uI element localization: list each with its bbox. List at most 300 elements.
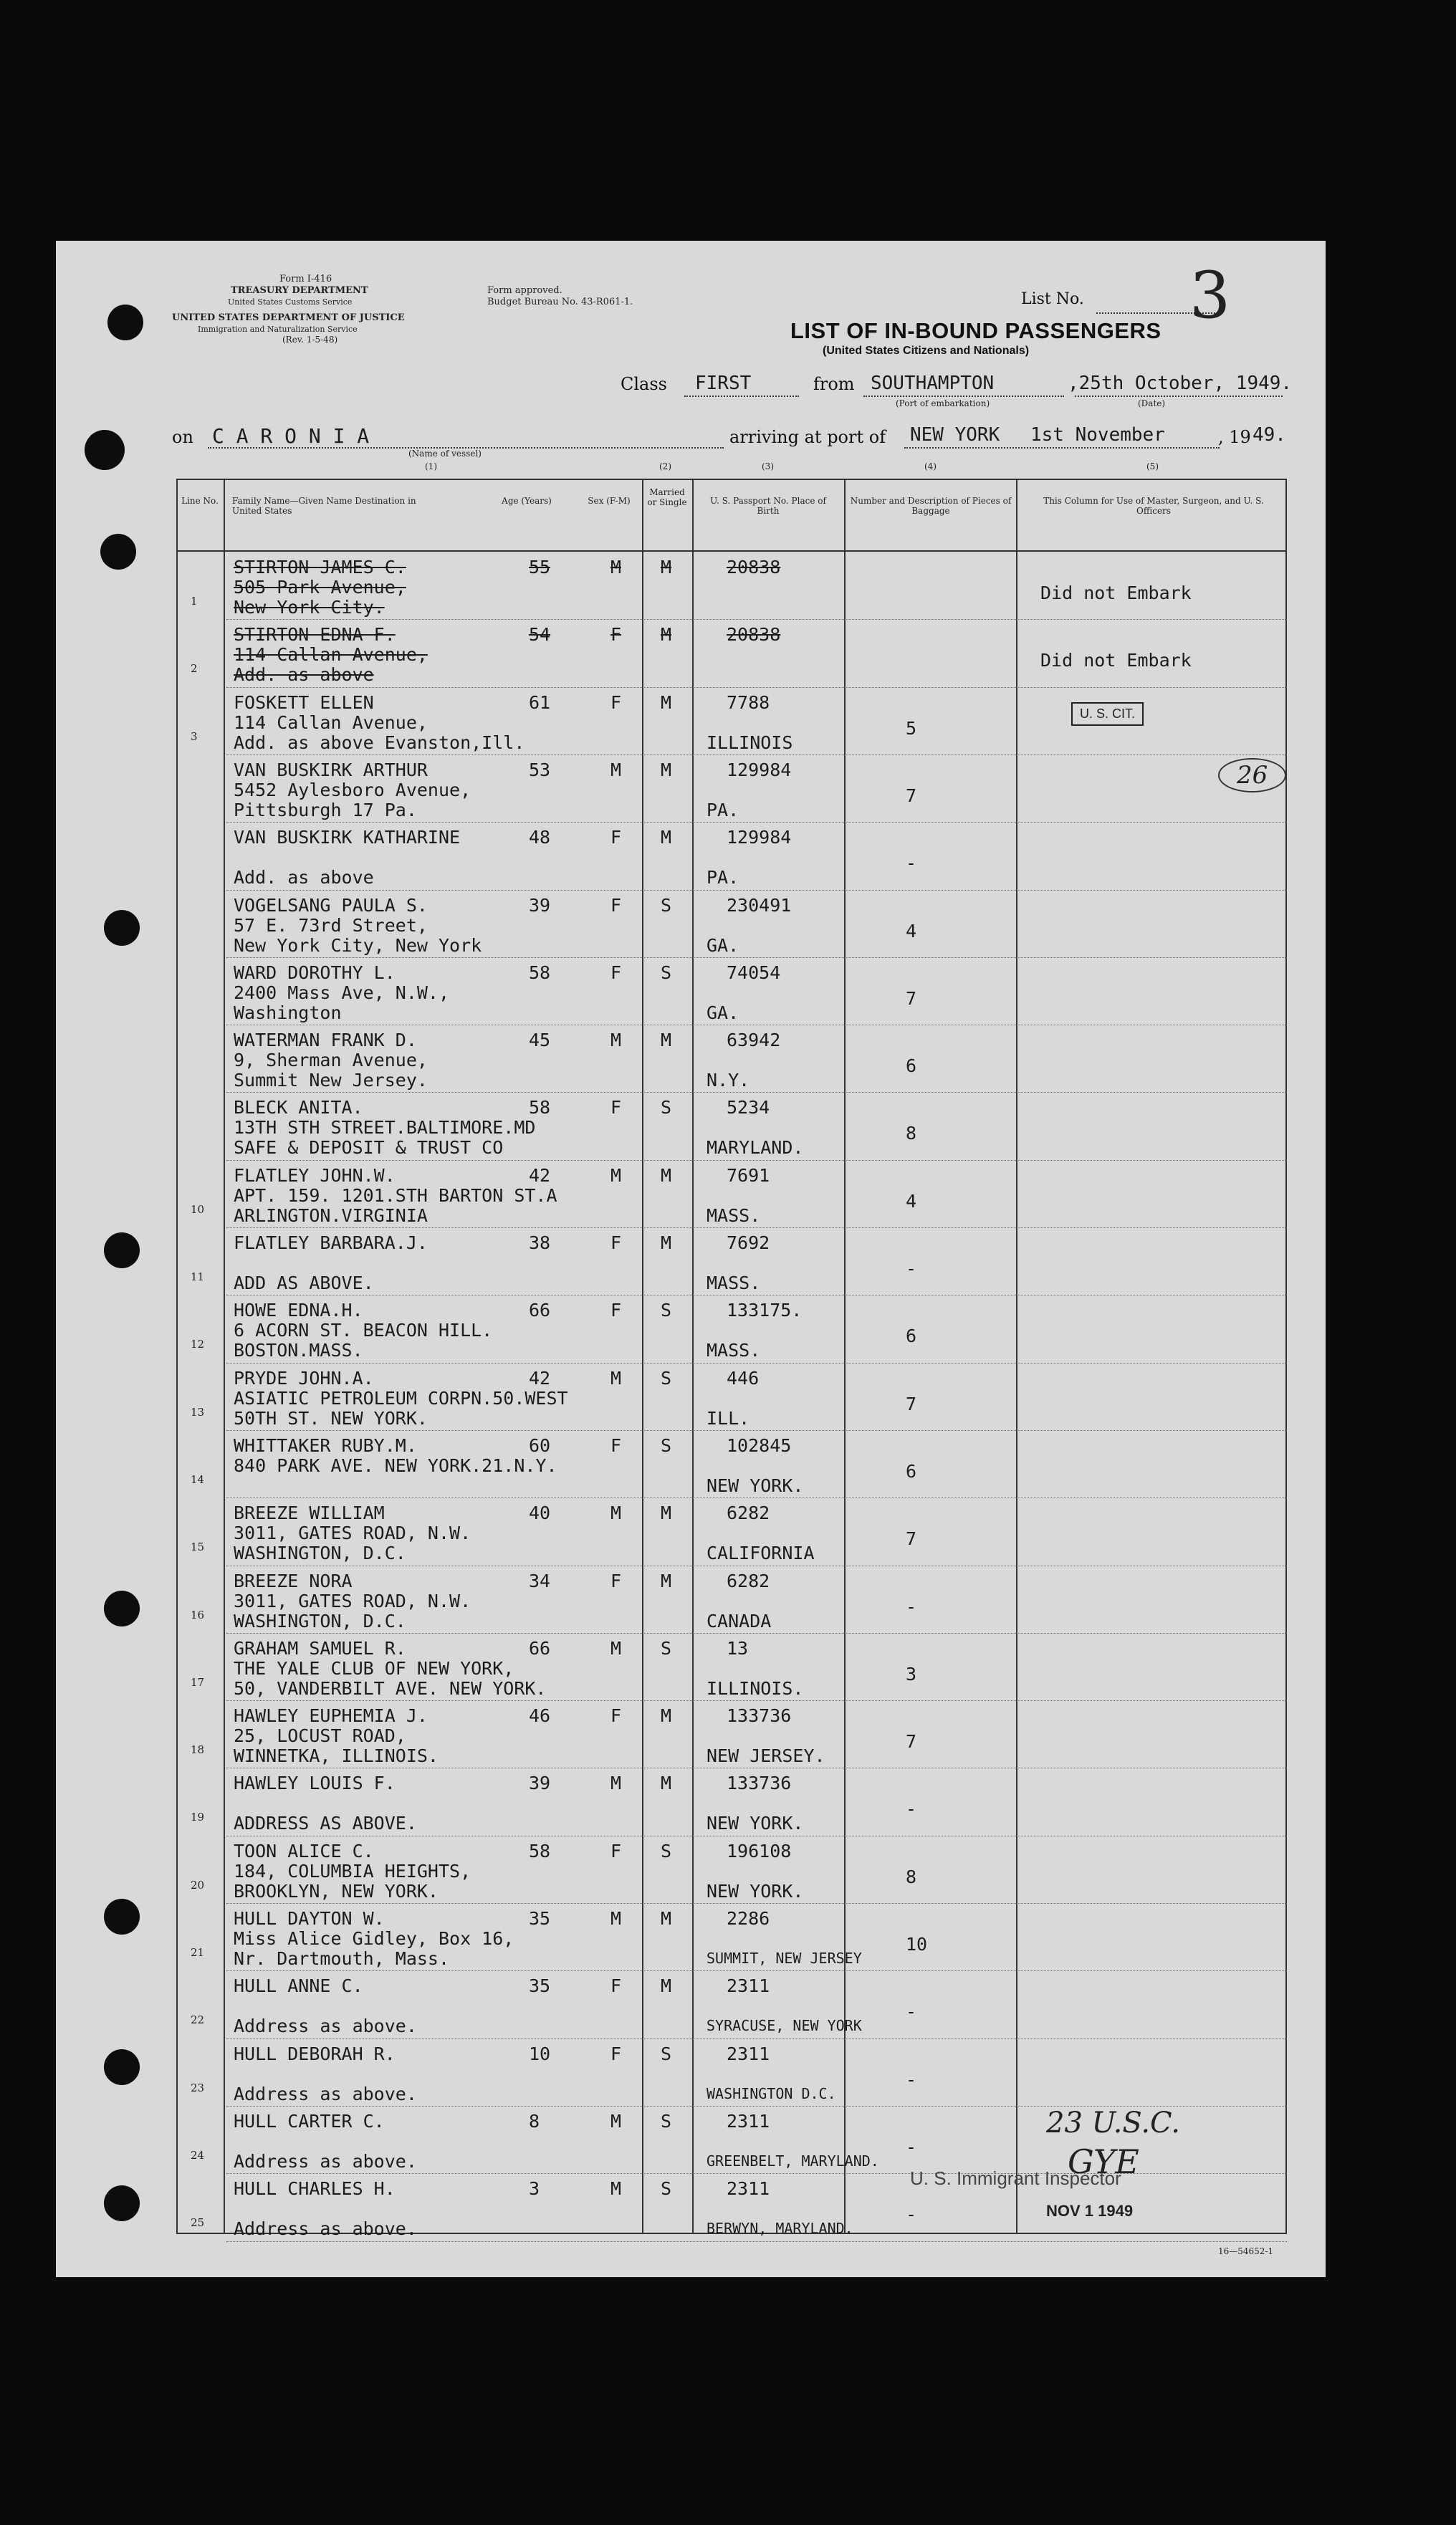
passenger-name: HOWE EDNA.H.	[234, 1300, 363, 1321]
passenger-name: TOON ALICE C.	[234, 1840, 374, 1862]
passenger-name: WHITTAKER RUBY.M.	[234, 1434, 417, 1456]
place-of-birth: BERWYN, MARYLAND.	[707, 2220, 853, 2238]
place-of-birth: ILLINOIS	[707, 732, 793, 753]
list-no-label: List No.	[1021, 290, 1084, 308]
marital-status: M	[661, 691, 672, 713]
binder-hole	[104, 1591, 140, 1626]
address-line: 9, Sherman Avenue,	[234, 1050, 428, 1071]
line-number: 12	[191, 1338, 205, 1351]
sex: M	[610, 759, 622, 780]
binder-hole	[104, 1899, 140, 1935]
tally-note: 23 U.S.C.	[1046, 2107, 1180, 2140]
passport-number: 102845	[727, 1434, 792, 1456]
marital-status: S	[661, 894, 672, 916]
binder-hole	[104, 910, 140, 946]
passport-number: 196108	[727, 1840, 792, 1862]
baggage-count: 8	[906, 1123, 917, 1144]
baggage-count: -	[906, 2204, 917, 2225]
row-divider	[226, 1227, 1287, 1228]
address-line: 5452 Aylesboro Avenue,	[234, 779, 471, 800]
sex: F	[610, 624, 622, 646]
address-line: 3011, GATES ROAD, N.W.	[234, 1523, 471, 1544]
line-number: 21	[191, 1946, 205, 1959]
treasury-department: TREASURY DEPARTMENT	[231, 285, 368, 296]
sex: F	[610, 1232, 622, 1253]
baggage-count: 6	[906, 1055, 917, 1077]
address-line: Add. as above	[234, 867, 374, 888]
arrival-year: 49.	[1253, 424, 1286, 446]
age: 42	[529, 1164, 551, 1186]
ins-line: Immigration and Naturalization Service	[198, 325, 358, 334]
row-divider	[226, 1430, 1287, 1431]
baggage-count: 7	[906, 1528, 917, 1550]
page-subtitle: (United States Citizens and Nationals)	[823, 345, 1030, 357]
baggage-count: 5	[906, 717, 917, 739]
marital-status: S	[661, 1367, 672, 1389]
address-line: BOSTON.MASS.	[234, 1340, 363, 1361]
address-line: Washington	[234, 1002, 342, 1023]
form-approved: Form approved.	[487, 285, 562, 296]
passport-number: 2311	[727, 2110, 770, 2132]
line-number: 11	[191, 1270, 205, 1283]
date-caption: (Date)	[1138, 398, 1166, 408]
passport-number: 2311	[727, 1975, 770, 1997]
age: 10	[529, 2043, 551, 2064]
passenger-name: FLATLEY BARBARA.J.	[234, 1232, 428, 1253]
embarkation-port: SOUTHAMPTON	[871, 373, 995, 394]
row-divider	[226, 1092, 1287, 1093]
class-label: Class	[621, 374, 667, 394]
age: 58	[529, 1840, 551, 1862]
count-circle: 26	[1218, 758, 1286, 792]
address-line: ADD AS ABOVE.	[234, 1273, 374, 1293]
sex: M	[610, 1164, 622, 1186]
address-line: 13TH STH STREET.BALTIMORE.MD	[234, 1117, 536, 1139]
place-of-birth: GA.	[707, 1002, 739, 1023]
passport-number: 2311	[727, 2043, 770, 2064]
marital-status: M	[661, 1773, 672, 1794]
age: 34	[529, 1570, 551, 1591]
place-of-birth: GA.	[707, 934, 739, 956]
baggage-count: 3	[906, 1663, 917, 1685]
age: 55	[529, 557, 551, 578]
age: 48	[529, 827, 551, 848]
binder-hole	[104, 2049, 140, 2085]
col-head-baggage: Number and Description of Pieces of Baggage	[850, 496, 1012, 516]
passport-number: 133736	[727, 1773, 792, 1794]
line-number: 15	[191, 1541, 205, 1554]
passenger-name: VAN BUSKIRK ARTHUR	[234, 759, 428, 780]
sex: M	[610, 1908, 622, 1929]
passenger-name: FOSKETT ELLEN	[234, 691, 374, 713]
port-underline	[863, 396, 1064, 397]
sex: F	[610, 1097, 622, 1118]
baggage-count: -	[906, 853, 917, 874]
marital-status: M	[661, 1570, 672, 1591]
age: 58	[529, 1097, 551, 1118]
sex: F	[610, 1975, 622, 1997]
passport-number: 7691	[727, 1164, 770, 1186]
sex: F	[610, 1840, 622, 1862]
passport-number: 63942	[727, 1030, 781, 1051]
passenger-name: GRAHAM SAMUEL R.	[234, 1637, 406, 1659]
col-head-name: Family Name—Given Name Destination in United States	[232, 496, 416, 516]
row-divider	[226, 957, 1287, 958]
age: 58	[529, 962, 551, 983]
address-line: 2400 Mass Ave, N.W.,	[234, 982, 450, 1003]
on-label: on	[172, 427, 193, 447]
address-line: 840 PARK AVE. NEW YORK.21.N.Y.	[234, 1455, 557, 1476]
line-number: 25	[191, 2216, 205, 2230]
baggage-count: -	[906, 2001, 917, 2023]
sex: F	[610, 1300, 622, 1321]
passport-number: 13	[727, 1637, 749, 1659]
address-line: Miss Alice Gidley, Box 16,	[234, 1928, 514, 1949]
address-line: Address as above.	[234, 2016, 417, 2037]
address-line: Address as above.	[234, 2150, 417, 2172]
sex: F	[610, 962, 622, 983]
address-line: SAFE & DEPOSIT & TRUST CO	[234, 1137, 504, 1159]
place-of-birth: SYRACUSE, NEW YORK	[707, 2017, 862, 2035]
arriving-label: arriving at port of	[729, 427, 886, 447]
line-number: 17	[191, 1675, 205, 1689]
form-code: 16—54652-1	[1218, 2246, 1274, 2256]
baggage-count: 7	[906, 1393, 917, 1414]
address-line: 114 Callan Avenue,	[234, 711, 428, 733]
baggage-count: 8	[906, 1866, 917, 1887]
passenger-name: FLATLEY JOHN.W.	[234, 1164, 396, 1186]
age: 40	[529, 1503, 551, 1524]
place-of-birth: CALIFORNIA	[707, 1543, 815, 1564]
passport-number: 20838	[727, 624, 781, 646]
sex: F	[610, 691, 622, 713]
row-divider	[226, 2241, 1287, 2242]
age: 3	[529, 2178, 540, 2200]
col-head-officers: This Column for Use of Master, Surgeon, and U. S. Officers	[1043, 496, 1264, 516]
age: 66	[529, 1637, 551, 1659]
address-line: THE YALE CLUB OF NEW YORK,	[234, 1657, 514, 1679]
place-of-birth: MASS.	[707, 1204, 761, 1226]
address-line: Add. as above	[234, 664, 374, 686]
address-line: 114 Callan Avenue,	[234, 644, 428, 666]
place-of-birth: MASS.	[707, 1273, 761, 1293]
marital-status: M	[661, 1030, 672, 1051]
passenger-name: VOGELSANG PAULA S.	[234, 894, 428, 916]
class-value: FIRST	[695, 373, 752, 394]
baggage-count: 6	[906, 1460, 917, 1482]
marital-status: M	[661, 827, 672, 848]
marital-status: S	[661, 2043, 672, 2064]
arrival-date: 1st November	[1030, 424, 1165, 446]
baggage-count: 4	[906, 1190, 917, 1212]
passenger-name: HULL CARTER C.	[234, 2110, 385, 2132]
age: 66	[529, 1300, 551, 1321]
row-divider	[226, 1903, 1287, 1904]
passport-number: 74054	[727, 962, 781, 983]
binder-hole	[100, 534, 136, 570]
officer-note: Did not Embark	[1040, 583, 1192, 603]
address-line: Add. as above Evanston,Ill.	[234, 732, 525, 753]
age: 61	[529, 691, 551, 713]
baggage-count: 7	[906, 1731, 917, 1753]
row-divider	[226, 2038, 1287, 2039]
place-of-birth: CANADA	[707, 1610, 772, 1632]
age: 39	[529, 1773, 551, 1794]
place-of-birth: ILLINOIS.	[707, 1677, 804, 1699]
place-of-birth: NEW YORK.	[707, 1880, 804, 1902]
col-head-line: Line No.	[181, 496, 219, 506]
passenger-name: HULL ANNE C.	[234, 1975, 363, 1997]
us-citizen-stamp: U. S. CIT.	[1071, 702, 1144, 726]
age: 54	[529, 624, 551, 646]
row-divider	[226, 1633, 1287, 1634]
place-of-birth: N.Y.	[707, 1070, 750, 1091]
address-line: BROOKLYN, NEW YORK.	[234, 1880, 439, 1902]
address-line: Summit New Jersey.	[234, 1070, 428, 1091]
address-line: ARLINGTON.VIRGINIA	[234, 1204, 428, 1226]
sex: F	[610, 1570, 622, 1591]
line-number: 16	[191, 1608, 205, 1621]
passport-number: 446	[727, 1367, 760, 1389]
place-of-birth: MASS.	[707, 1340, 761, 1361]
sex: M	[610, 1030, 622, 1051]
line-number: 14	[191, 1472, 205, 1486]
passenger-name: BREEZE WILLIAM	[234, 1503, 385, 1524]
baggage-count: -	[906, 1798, 917, 1820]
baggage-count: -	[906, 1596, 917, 1617]
line-number: 20	[191, 1878, 205, 1892]
passport-number: 7692	[727, 1232, 770, 1253]
address-line: 25, LOCUST ROAD,	[234, 1725, 406, 1747]
budget-bureau: Budget Bureau No. 43-R061-1.	[487, 297, 633, 307]
passenger-name: STIRTON EDNA F.	[234, 624, 396, 646]
passport-number: 133736	[727, 1705, 792, 1727]
address-line: 50, VANDERBILT AVE. NEW YORK.	[234, 1677, 547, 1699]
address-line: Pittsburgh 17 Pa.	[234, 799, 417, 820]
age: 45	[529, 1030, 551, 1051]
sex: M	[610, 2110, 622, 2132]
row-divider	[226, 890, 1287, 891]
sex: F	[610, 2043, 622, 2064]
address-line: New York City.	[234, 597, 385, 618]
passenger-name: PRYDE JOHN.A.	[234, 1367, 374, 1389]
address-line: 6 ACORN ST. BEACON HILL.	[234, 1320, 493, 1341]
row-divider	[226, 754, 1287, 755]
binder-hole	[104, 1232, 140, 1268]
passport-number: 2311	[727, 2178, 770, 2200]
passport-number: 20838	[727, 557, 781, 578]
vessel-caption: (Name of vessel)	[408, 449, 482, 459]
baggage-count: 7	[906, 987, 917, 1009]
marital-status: S	[661, 1840, 672, 1862]
marital-status: S	[661, 1637, 672, 1659]
passenger-name: HAWLEY LOUIS F.	[234, 1773, 396, 1794]
row-divider	[226, 687, 1287, 688]
passport-number: 6282	[727, 1503, 770, 1524]
row-divider	[226, 1363, 1287, 1364]
row-divider	[226, 1970, 1287, 1971]
marital-status: S	[661, 1300, 672, 1321]
sex: M	[610, 1773, 622, 1794]
marital-status: M	[661, 1232, 672, 1253]
age: 39	[529, 894, 551, 916]
line-number: 18	[191, 1743, 205, 1757]
age: 42	[529, 1367, 551, 1389]
from-label: from	[813, 374, 855, 394]
date-underline	[1075, 396, 1283, 397]
age: 35	[529, 1975, 551, 1997]
column-number-1: (1)	[425, 461, 437, 471]
line-number: 2	[191, 662, 198, 676]
vessel-name: C A R O N I A	[212, 424, 370, 448]
sex: F	[610, 1705, 622, 1727]
sex: M	[610, 1503, 622, 1524]
passport-number: 133175.	[727, 1300, 803, 1321]
age: 38	[529, 1232, 551, 1253]
col-head-age: Age (Years)	[502, 496, 552, 506]
place-of-birth: ILL.	[707, 1407, 750, 1429]
marital-status: M	[661, 1705, 672, 1727]
address-line: WINNETKA, ILLINOIS.	[234, 1745, 439, 1767]
age: 35	[529, 1908, 551, 1929]
column-number-5: (5)	[1146, 461, 1159, 471]
place-of-birth: SUMMIT, NEW JERSEY	[707, 1950, 862, 1967]
marital-status: M	[661, 557, 672, 578]
marital-status: S	[661, 2110, 672, 2132]
officer-note: Did not Embark	[1040, 650, 1192, 671]
address-line: New York City, New York	[234, 934, 482, 956]
line-number: 10	[191, 1202, 205, 1216]
passenger-name: HULL DEBORAH R.	[234, 2043, 396, 2064]
passenger-name: BLECK ANITA.	[234, 1097, 363, 1118]
place-of-birth: WASHINGTON D.C.	[707, 2084, 836, 2102]
customs-service: United States Customs Service	[228, 297, 353, 307]
marital-status: S	[661, 1097, 672, 1118]
age: 46	[529, 1705, 551, 1727]
place-of-birth: PA.	[707, 867, 739, 888]
binder-hole	[85, 430, 125, 470]
baggage-count: 6	[906, 1326, 917, 1347]
line-number: 22	[191, 2013, 205, 2027]
baggage-count: -	[906, 1258, 917, 1279]
passenger-name: HULL CHARLES H.	[234, 2178, 396, 2200]
place-of-birth: NEW YORK.	[707, 1475, 804, 1496]
binder-hole	[107, 305, 143, 340]
form-number: Form I-416	[279, 274, 332, 284]
address-line: Address as above.	[234, 2218, 417, 2240]
col-divider-line	[224, 479, 225, 2234]
place-of-birth: GREENBELT, MARYLAND.	[707, 2152, 879, 2170]
address-line: WASHINGTON, D.C.	[234, 1610, 406, 1632]
inspector-signature: GYE	[1068, 2142, 1139, 2181]
column-number-3: (3)	[762, 461, 774, 471]
baggage-count: 7	[906, 785, 917, 806]
sex: M	[610, 1637, 622, 1659]
passenger-name: WARD DOROTHY L.	[234, 962, 396, 983]
address-line: 505 Park Avenue,	[234, 577, 406, 598]
marital-status: M	[661, 1908, 672, 1929]
marital-status: S	[661, 962, 672, 983]
marital-status: M	[661, 1503, 672, 1524]
passport-number: 230491	[727, 894, 792, 916]
sex: M	[610, 1367, 622, 1389]
marital-status: S	[661, 1434, 672, 1456]
address-line: 3011, GATES ROAD, N.W.	[234, 1590, 471, 1611]
address-line: Address as above.	[234, 2083, 417, 2104]
line-number: 13	[191, 1405, 205, 1419]
sex: F	[610, 1434, 622, 1456]
place-of-birth: NEW JERSEY.	[707, 1745, 825, 1767]
baggage-count: 10	[906, 1934, 928, 1955]
list-number: 3	[1189, 258, 1231, 333]
marital-status: M	[661, 624, 672, 646]
revision-date: (Rev. 1-5-48)	[282, 335, 338, 345]
place-of-birth: MARYLAND.	[707, 1137, 804, 1159]
address-line: WASHINGTON, D.C.	[234, 1543, 406, 1564]
arrival-port: NEW YORK	[910, 424, 1000, 446]
row-divider	[226, 619, 1287, 620]
baggage-count: -	[906, 2136, 917, 2157]
address-line: APT. 159. 1201.STH BARTON ST.A	[234, 1184, 557, 1206]
passport-number: 7788	[727, 691, 770, 713]
col-head-married: Married or Single	[647, 487, 687, 507]
address-line: Nr. Dartmouth, Mass.	[234, 1948, 450, 1969]
marital-status: S	[661, 2178, 672, 2200]
col-head-passport: U. S. Passport No. Place of Birth	[710, 496, 826, 516]
age: 60	[529, 1434, 551, 1456]
page-title: LIST OF IN-BOUND PASSENGERS	[790, 318, 1162, 343]
place-of-birth: NEW YORK.	[707, 1813, 804, 1834]
passenger-name: VAN BUSKIRK KATHARINE	[234, 827, 461, 848]
line-number: 3	[191, 729, 198, 743]
line-number: 19	[191, 1811, 205, 1824]
age: 53	[529, 759, 551, 780]
place-of-birth: PA.	[707, 799, 739, 820]
col-head-sex: Sex (F-M)	[588, 496, 631, 506]
passenger-name: HAWLEY EUPHEMIA J.	[234, 1705, 428, 1727]
port-caption: (Port of embarkation)	[896, 398, 990, 408]
binder-hole	[104, 2185, 140, 2221]
line-number: 1	[191, 595, 198, 608]
line-number: 24	[191, 2148, 205, 2162]
address-line: ASIATIC PETROLEUM CORPN.50.WEST	[234, 1387, 568, 1409]
embarkation-date: ,25th October, 1949.	[1068, 373, 1293, 394]
row-divider	[226, 1160, 1287, 1161]
address-line: 50TH ST. NEW YORK.	[234, 1407, 428, 1429]
marital-status: M	[661, 1164, 672, 1186]
address-line: 57 E. 73rd Street,	[234, 914, 428, 936]
row-divider	[226, 822, 1287, 823]
year-prefix: , 19	[1218, 427, 1251, 447]
passport-number: 5234	[727, 1097, 770, 1118]
address-line: 184, COLUMBIA HEIGHTS,	[234, 1860, 471, 1882]
header-rule	[176, 550, 1287, 552]
passport-number: 2286	[727, 1908, 770, 1929]
column-number-2: (2)	[659, 461, 671, 471]
department-of-justice: UNITED STATES DEPARTMENT OF JUSTICE	[172, 312, 405, 323]
sex: M	[610, 2178, 622, 2200]
passenger-name: BREEZE NORA	[234, 1570, 353, 1591]
line-number: 23	[191, 2081, 205, 2094]
marital-status: M	[661, 1975, 672, 1997]
passenger-name: HULL DAYTON W.	[234, 1908, 385, 1929]
stamp-date: NOV 1 1949	[1046, 2202, 1134, 2220]
row-divider	[226, 1700, 1287, 1701]
passport-number: 129984	[727, 759, 792, 780]
inspector-caption: U. S. Immigrant Inspector	[910, 2167, 1121, 2189]
baggage-count: 4	[906, 920, 917, 942]
sex: F	[610, 827, 622, 848]
